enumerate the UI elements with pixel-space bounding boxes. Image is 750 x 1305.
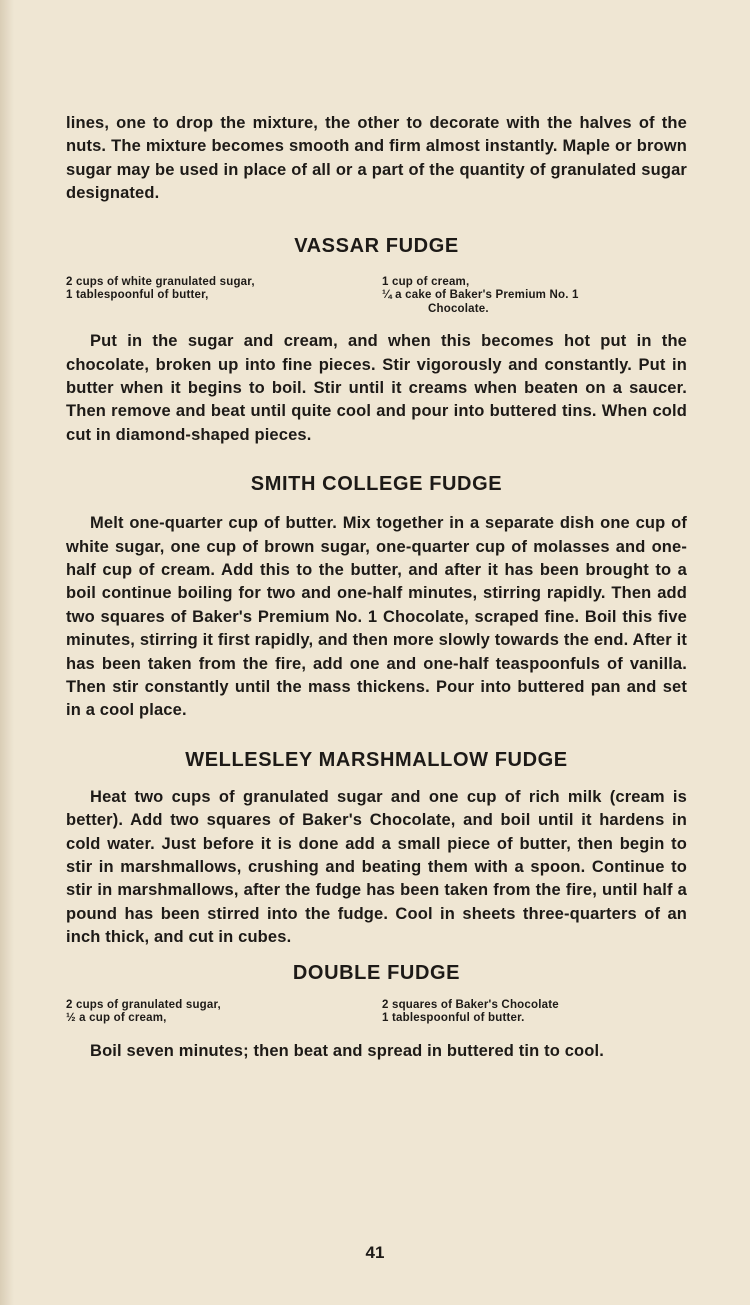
wellesley-marshmallow-fudge-heading: WELLESLEY MARSHMALLOW FUDGE	[185, 748, 568, 771]
ingredient-line: Chocolate.	[428, 302, 489, 315]
wellesley-marshmallow-fudge-instructions: Heat two cups of granulated sugar and one cup of rich milk (cream is better). Add two squares of Baker's Chocolate, and boil until it hardens in cold water. Just before it is done add a small piece of butter, then begin to stir in marshmallows, crushing and beating them with a spoon. Continue to stir in marshmallows, after the fudge has been taken from the fire, until half a pound has been stirred into the fudge. Cool in sheets three-quarters of an inch thick, and cut in cubes.	[66, 787, 687, 947]
smith-college-fudge-heading: SMITH COLLEGE FUDGE	[250, 473, 503, 496]
double-ingredients-left	[66, 999, 382, 1026]
double-fudge-heading: DOUBLE FUDGE	[292, 961, 461, 984]
double-fudge-instructions: Boil seven minutes; then beat and spread in buttered tin to cool.	[90, 1041, 604, 1060]
vassar-fudge-heading: VASSAR FUDGE	[294, 234, 459, 257]
page-number: 41	[365, 1243, 385, 1262]
smith-college-fudge-instructions: Melt one-quarter cup of butter. Mix together in a separate dish one cup of white sugar, one cup of brown sugar, one-quarter cup of molasses and one-half cup of cream. Add this to the butter, and after it has been brought to a boil continue boiling for two and one-half minutes, stirring rapidly. Then add two squares of Baker's Premium No. 1 Chocolate, scraped fine. Boil this five minutes, stirring it first rapidly, and then more slowly towards the end. After it has been taken from the fire, add one and one-half teaspoonfuls of vanilla. Then stir constantly until the mass thickens. Pour into buttered pan and set in a cool place.	[66, 514, 687, 720]
ingredient-line: 1 cup of cream,	[382, 275, 470, 288]
intro-paragraph: lines, one to drop the mixture, the other to decorate with the halves of the nuts. The mixture becomes smooth and firm almost instantly. Maple or brown sugar may be used in place of all or a part of the quantity of granulated sugar designated.	[66, 114, 687, 203]
double-ingredients-right	[382, 999, 687, 1026]
page-content	[66, 112, 687, 1063]
ingredient-line: ¼ a cake of Baker's Premium No. 1	[382, 289, 579, 302]
ingredient-line: ½ a cup of cream,	[66, 1012, 167, 1025]
vassar-fudge-instructions: Put in the sugar and cream, and when this becomes hot put in the chocolate, broken up into fine pieces. Stir vigorously and constantly. Put in butter when it begins to boil. Stir until it creams when beaten on a saucer. Then remove and beat until quite cool and pour into buttered tins. When cold cut in diamond-shaped pieces.	[66, 332, 687, 444]
vassar-ingredients-left	[66, 276, 382, 317]
vassar-ingredients	[66, 276, 687, 317]
ingredient-line: 1 tablespoonful of butter,	[66, 289, 209, 302]
double-fudge-ingredients	[66, 999, 687, 1026]
ingredient-line: 2 cups of white granulated sugar,	[66, 275, 255, 288]
vassar-ingredients-right	[382, 276, 687, 317]
ingredient-line: 1 tablespoonful of butter.	[382, 1012, 525, 1025]
ingredient-line: 2 cups of granulated sugar,	[66, 998, 221, 1011]
ingredient-line: 2 squares of Baker's Chocolate	[382, 998, 559, 1011]
page-edge	[0, 0, 14, 1305]
